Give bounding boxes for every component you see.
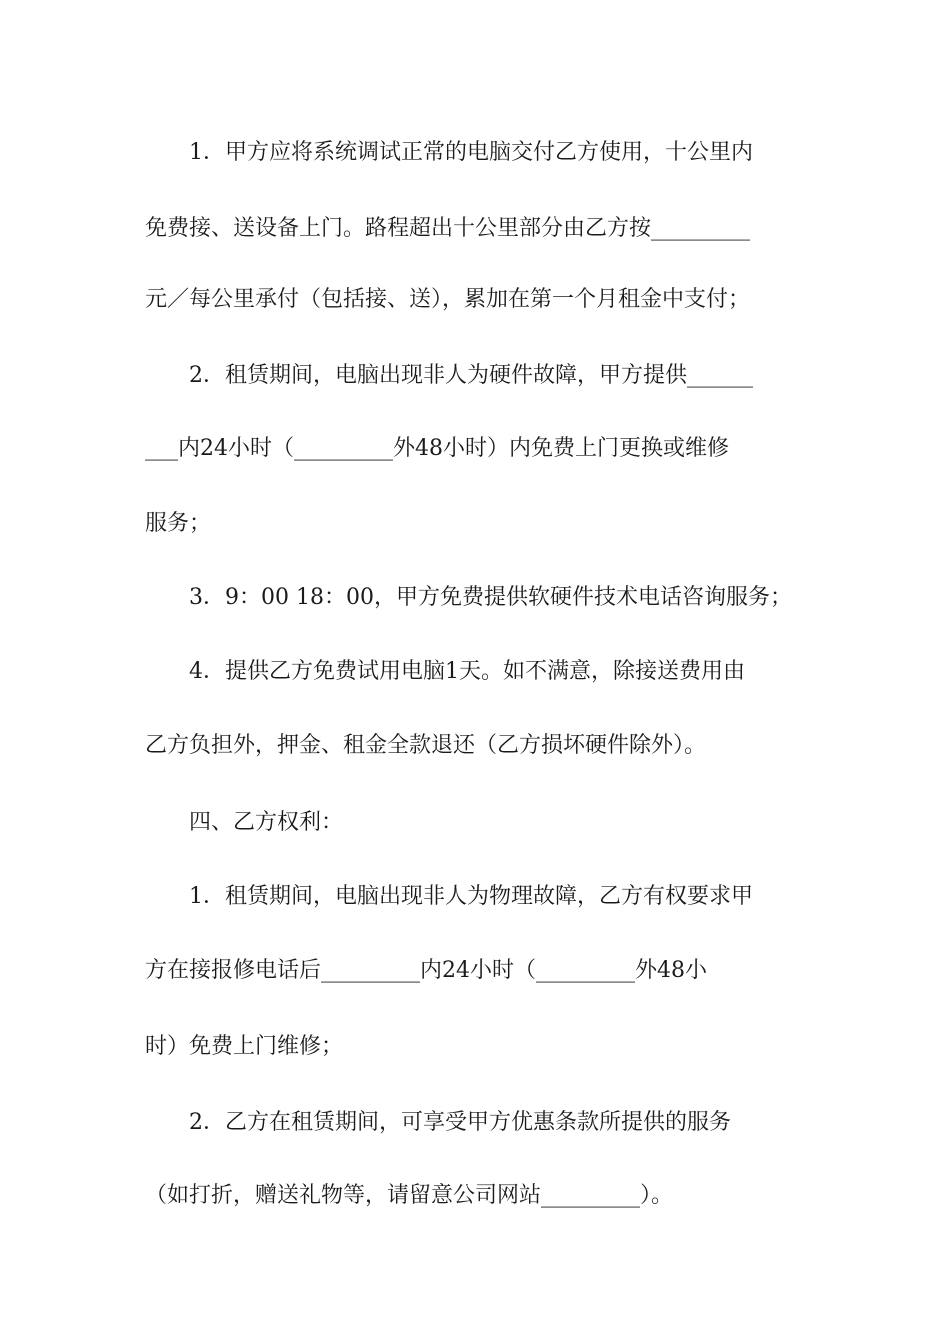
text-line: ___内24小时（_________外48小时）内免费上门更换或维修 <box>145 436 729 461</box>
text-line: 免费接、送设备上门。路程超出十公里部分由乙方按_________ <box>145 216 751 241</box>
text-line: 时）免费上门维修； <box>145 1034 344 1059</box>
text-line: 方在接报修电话后_________内24小时（_________外48小 <box>145 958 707 983</box>
text-line: 1．租赁期间，电脑出现非人为物理故障，乙方有权要求甲 <box>145 884 753 909</box>
text-line: 服务； <box>145 511 212 536</box>
text-line: 乙方负担外，押金、租金全款退还（乙方损坏硬件除外）。 <box>145 733 707 758</box>
text-line: 元／每公里承付（包括接、送），累加在第一个月租金中支付； <box>145 287 751 312</box>
text-line: 3．9：00 18：00，甲方免费提供软硬件技术电话咨询服务； <box>145 585 792 610</box>
text-line: 4．提供乙方免费试用电脑1天。如不满意，除接送费用由 <box>145 659 745 684</box>
section-heading: 四、乙方权利： <box>145 810 344 835</box>
text-line: （如打折，赠送礼物等，请留意公司网站_________）。 <box>145 1183 674 1208</box>
text-line: 1．甲方应将系统调试正常的电脑交付乙方使用，十公里内 <box>145 140 753 165</box>
text-line: 2．乙方在租赁期间，可享受甲方优惠条款所提供的服务 <box>145 1110 731 1135</box>
text-line: 2．租赁期间，电脑出现非人为硬件故障，甲方提供______ <box>145 363 753 388</box>
